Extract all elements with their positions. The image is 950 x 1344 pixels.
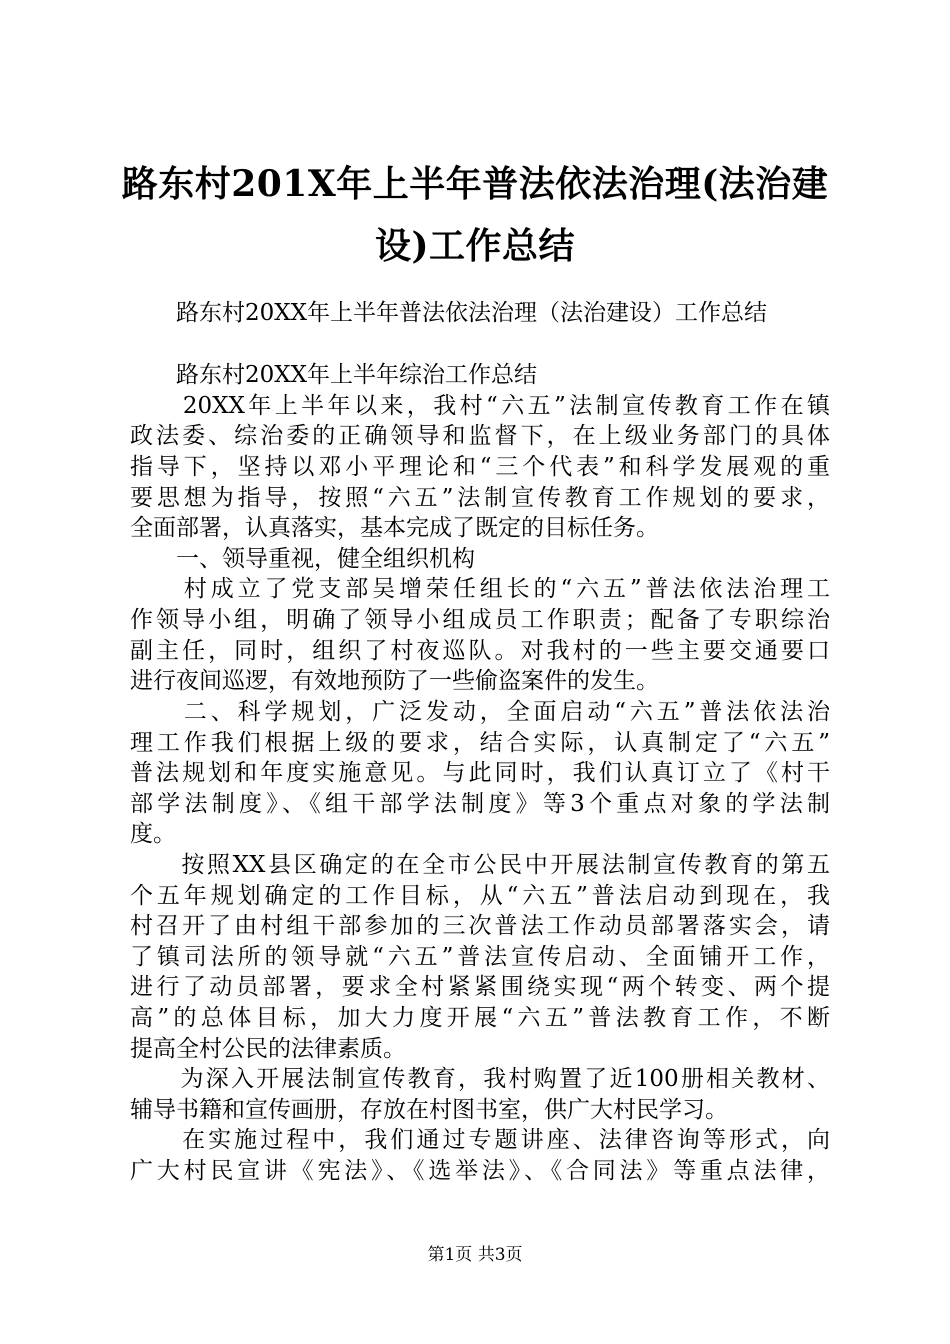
body-line: 村成立了党支部吴增荣任组长的“六五”普法依法治理工 <box>130 576 830 602</box>
body-line: 指导下，坚持以邓小平理论和“三个代表”和科学发展观的重 <box>130 454 830 480</box>
body-line: 提高全村公民的法律素质。 <box>130 1036 406 1062</box>
body-line: 副主任，同时，组织了村夜巡队。对我村的一些主要交通要口 <box>130 638 830 664</box>
body-line: 个五年规划确定的工作目标，从“六五”普法启动到现在，我 <box>130 883 830 909</box>
body-line: 部学法制度》、《组干部学法制度》等3个重点对象的学法制 <box>130 791 830 817</box>
body-line: 在实施过程中，我们通过专题讲座、法律咨询等形式，向 <box>130 1127 830 1153</box>
section-heading: 二、科学规划，广泛发动，全面启动“六五”普法依法治 <box>130 699 830 725</box>
document-title-line-2: 设)工作总结 <box>374 225 576 267</box>
body-line: 20XX年上半年以来，我村“六五”法制宣传教育工作在镇 <box>130 393 830 419</box>
body-line: 理工作我们根据上级的要求，结合实际，认真制定了“六五” <box>130 730 830 756</box>
body-line: 要思想为指导，按照“六五”法制宣传教育工作规划的要求， <box>130 485 830 511</box>
page-number-footer: 第1页 共3页 <box>427 1245 523 1265</box>
body-line: 进行了动员部署，要求全村紧紧围绕实现“两个转变、两个提 <box>130 974 830 1000</box>
body-line: 进行夜间巡逻，有效地预防了一些偷盗案件的发生。 <box>130 668 659 694</box>
section-heading: 一、领导重视，健全组织机构 <box>130 546 475 572</box>
body-line: 作领导小组，明确了领导小组成员工作职责；配备了专职综治 <box>130 607 830 633</box>
document-title-line-1: 路东村201X年上半年普法依法治理(法治建 <box>121 163 829 205</box>
body-line: 了镇司法所的领导就“六五”普法宣传启动、全面铺开工作， <box>130 944 830 970</box>
body-line: 政法委、综治委的正确领导和监督下，在上级业务部门的具体 <box>130 423 830 449</box>
body-line: 度。 <box>130 821 176 847</box>
body-line: 普法规划和年度实施意见。与此同时，我们认真订立了《村干 <box>130 760 830 786</box>
body-line: 高”的总体目标，加大力度开展“六五”普法教育工作，不断 <box>130 1005 830 1031</box>
subtitle-line: 路东村20XX年上半年普法依法治理（法治建设）工作总结 <box>130 300 768 326</box>
body-line: 为深入开展法制宣传教育，我村购置了近100册相关教材、 <box>130 1066 830 1092</box>
body-line: 全面部署，认真落实，基本完成了既定的目标任务。 <box>130 515 659 541</box>
body-line: 按照XX县区确定的在全市公民中开展法制宣传教育的第五 <box>130 852 830 878</box>
body-line: 广大村民宣讲《宪法》、《选举法》、《合同法》等重点法律， <box>130 1158 830 1184</box>
body-line: 辅导书籍和宣传画册，存放在村图书室，供广大村民学习。 <box>130 1097 728 1123</box>
body-line: 路东村20XX年上半年综治工作总结 <box>130 362 538 388</box>
body-line: 村召开了由村组干部参加的三次普法工作动员部署落实会，请 <box>130 913 830 939</box>
